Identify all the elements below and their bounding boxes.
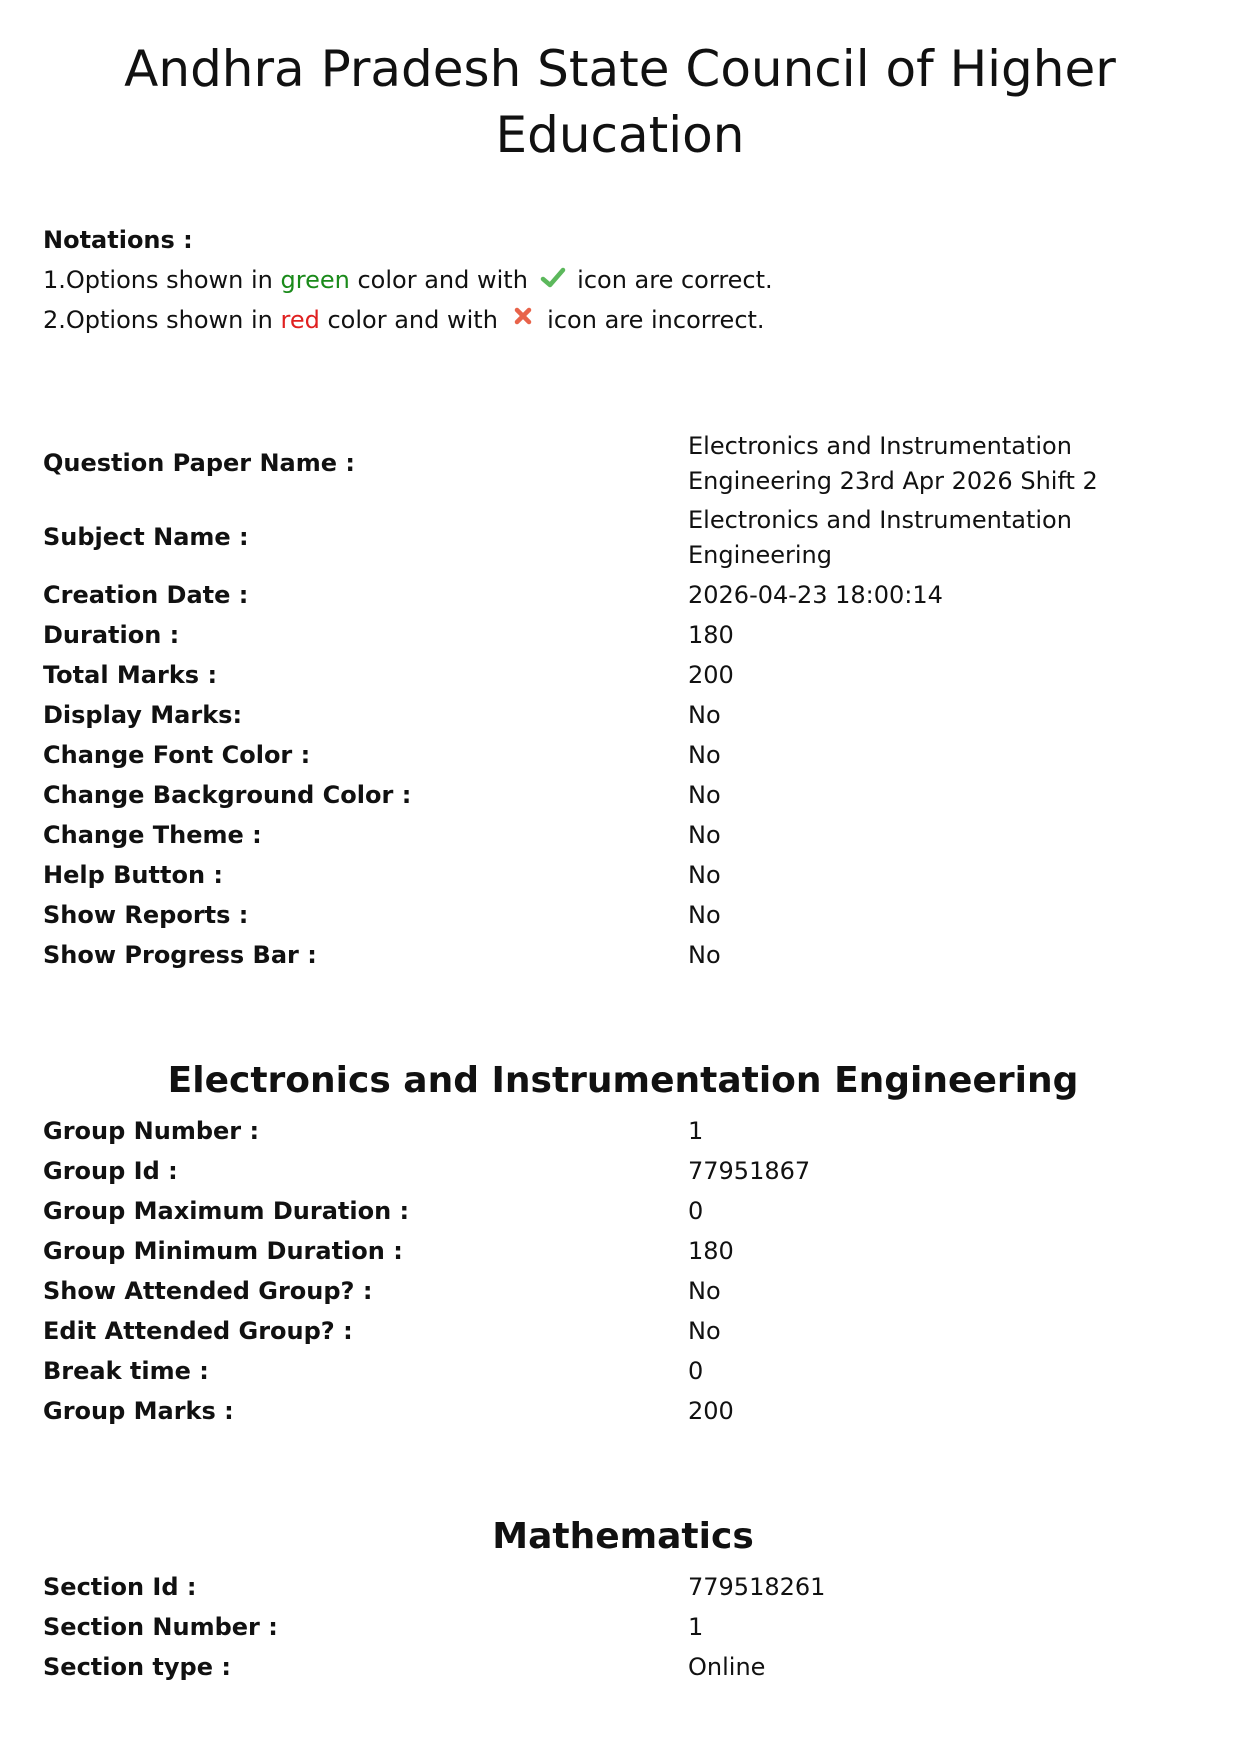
info-row-change-font-color xyxy=(43,738,1203,773)
notation-incorrect xyxy=(43,300,773,340)
section-value: 1 xyxy=(688,1613,704,1641)
notation-correct xyxy=(43,260,773,300)
info-label: Change Font Color : xyxy=(43,741,311,769)
group-row-edit-attended xyxy=(43,1314,1203,1349)
notation-text: color and with xyxy=(349,266,536,294)
info-row-show-progress-bar xyxy=(43,938,1203,973)
info-value: 2026-04-23 18:00:14 xyxy=(688,581,943,609)
group-row-marks xyxy=(43,1394,1203,1429)
info-label: Change Background Color : xyxy=(43,781,412,809)
notation-text: 1.Options shown in xyxy=(43,266,281,294)
group-label: Group Minimum Duration : xyxy=(43,1237,403,1265)
red-word: red xyxy=(280,306,320,334)
notation-text: icon are incorrect. xyxy=(539,306,765,334)
info-value: No xyxy=(688,901,721,929)
cross-icon xyxy=(510,303,536,329)
info-value: Electronics and Instrumentation Engineering 23rd Apr 2026 Shift 2 xyxy=(688,432,1098,495)
info-row-display-marks xyxy=(43,698,1203,733)
info-label: Creation Date : xyxy=(43,581,249,609)
group-label: Group Id : xyxy=(43,1157,178,1185)
info-label: Question Paper Name : xyxy=(43,449,355,477)
notations-heading: Notations : xyxy=(43,226,193,254)
group-label: Group Marks : xyxy=(43,1397,234,1425)
section-title: Mathematics xyxy=(492,1516,754,1557)
info-value: No xyxy=(688,821,721,849)
group-row-min-duration xyxy=(43,1234,1203,1269)
info-value: No xyxy=(688,941,721,969)
group-label: Show Attended Group? : xyxy=(43,1277,373,1305)
notation-text: icon are correct. xyxy=(569,266,773,294)
info-value: 200 xyxy=(688,661,734,689)
section-row-type xyxy=(43,1650,1203,1685)
notation-text: 2.Options shown in xyxy=(43,306,281,334)
notation-text: color and with xyxy=(319,306,506,334)
info-label: Total Marks : xyxy=(43,661,218,689)
group-value: No xyxy=(688,1277,721,1305)
group-row-show-attended xyxy=(43,1274,1203,1309)
info-label: Show Progress Bar : xyxy=(43,941,317,969)
group-row-number xyxy=(43,1114,1203,1149)
info-row-total-marks xyxy=(43,658,1203,693)
group-title: Electronics and Instrumentation Engineering xyxy=(167,1060,1079,1101)
section-label: Section Id : xyxy=(43,1573,197,1601)
group-value: 77951867 xyxy=(688,1157,811,1185)
green-word: green xyxy=(280,266,350,294)
info-label: Duration : xyxy=(43,621,180,649)
info-row-creation-date xyxy=(43,578,1203,613)
info-value: No xyxy=(688,701,721,729)
info-row-change-background-color xyxy=(43,778,1203,813)
info-label: Subject Name : xyxy=(43,523,249,551)
group-row-max-duration xyxy=(43,1194,1203,1229)
info-value: No xyxy=(688,861,721,889)
group-label: Group Number : xyxy=(43,1117,260,1145)
section-value: Online xyxy=(688,1653,766,1681)
group-label: Group Maximum Duration : xyxy=(43,1197,410,1225)
group-value: 180 xyxy=(688,1237,734,1265)
info-row-duration xyxy=(43,618,1203,653)
page-title: Andhra Pradesh State Council of Higher Education xyxy=(124,40,1116,164)
info-row-help-button xyxy=(43,858,1203,893)
info-row-question-paper-name xyxy=(43,429,1203,499)
group-label: Break time : xyxy=(43,1357,209,1385)
info-label: Display Marks: xyxy=(43,701,243,729)
group-row-id xyxy=(43,1154,1203,1189)
section-row-id xyxy=(43,1570,1203,1605)
group-value: No xyxy=(688,1317,721,1345)
section-label: Section type : xyxy=(43,1653,231,1681)
group-value: 1 xyxy=(688,1117,704,1145)
info-label: Help Button : xyxy=(43,861,223,889)
info-value: 180 xyxy=(688,621,734,649)
info-row-change-theme xyxy=(43,818,1203,853)
group-value: 0 xyxy=(688,1357,704,1385)
section-label: Section Number : xyxy=(43,1613,278,1641)
info-value: Electronics and Instrumentation Engineering xyxy=(688,506,1072,569)
info-value: No xyxy=(688,781,721,809)
info-label: Change Theme : xyxy=(43,821,262,849)
group-value: 200 xyxy=(688,1397,734,1425)
info-row-subject-name xyxy=(43,503,1203,573)
notations xyxy=(43,220,773,340)
check-icon xyxy=(540,263,566,289)
group-row-break-time xyxy=(43,1354,1203,1389)
info-value: No xyxy=(688,741,721,769)
info-label: Show Reports : xyxy=(43,901,249,929)
info-row-show-reports xyxy=(43,898,1203,933)
section-value: 779518261 xyxy=(688,1573,826,1601)
group-value: 0 xyxy=(688,1197,704,1225)
group-label: Edit Attended Group? : xyxy=(43,1317,353,1345)
section-row-number xyxy=(43,1610,1203,1645)
